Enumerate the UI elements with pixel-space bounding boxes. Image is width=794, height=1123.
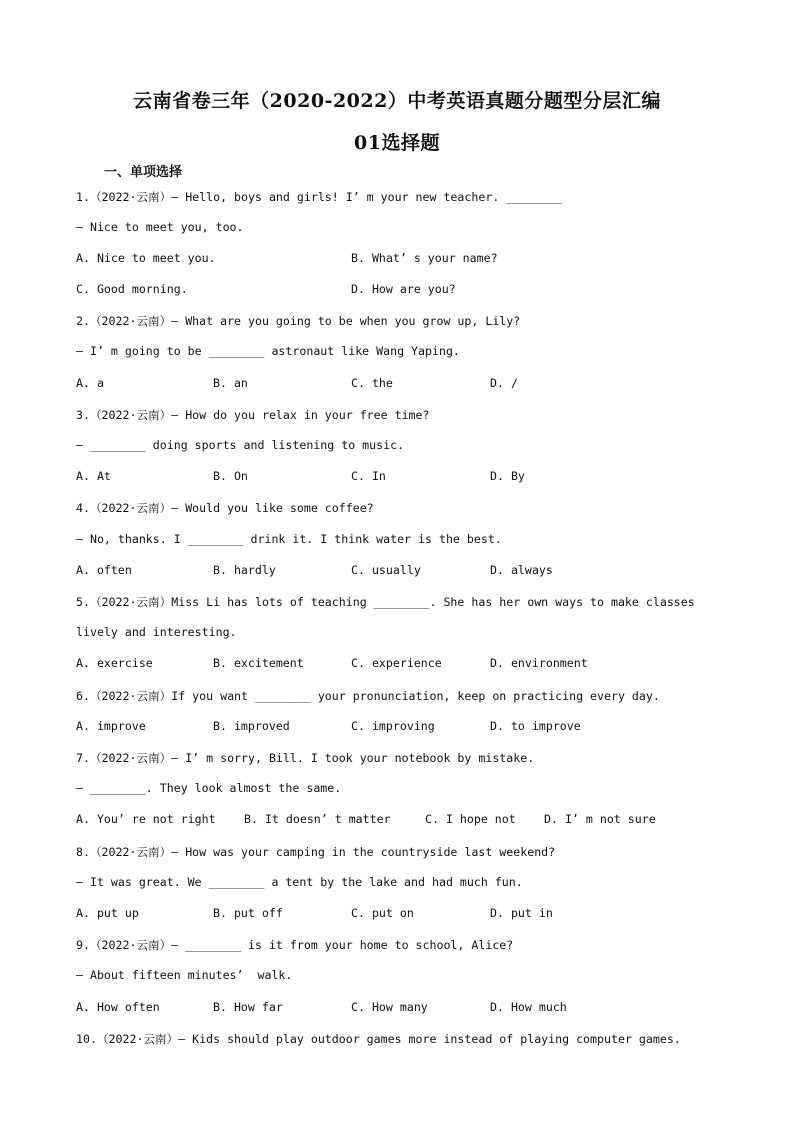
question-5-option-c: C. experience — [351, 656, 442, 670]
question-3-option-b: B. On — [213, 469, 248, 483]
question-8-stem-line-1: 8.（2022·云南）— How was your camping in the countryside last weekend? — [76, 845, 556, 859]
question-2-stem-line-2: — I’ m going to be ________ astronaut like Wang Yaping. — [76, 344, 460, 358]
question-9-option-d: D. How much — [490, 1000, 567, 1014]
question-6-option-d: D. to improve — [490, 719, 581, 733]
question-9-stem-line-2: — About fifteen minutes’ walk. — [76, 968, 293, 982]
question-9-option-b: B. How far — [213, 1000, 283, 1014]
question-8-option-b: B. put off — [213, 906, 283, 920]
question-3-option-c: C. In — [351, 469, 386, 483]
question-8-stem-line-2: — It was great. We ________ a tent by the lake and had much fun. — [76, 875, 523, 889]
question-7-option-a: A. You’ re not right — [76, 812, 216, 826]
question-5-stem-line-2: lively and interesting. — [76, 625, 237, 639]
question-3-option-a: A. At — [76, 469, 111, 483]
question-6-option-a: A. improve — [76, 719, 146, 733]
question-7-option-d: D. I’ m not sure — [544, 812, 656, 826]
question-4-option-c: C. usually — [351, 563, 421, 577]
question-3-stem-line-2: — ________ doing sports and listening to music. — [76, 438, 405, 452]
question-4-stem-line-1: 4.（2022·云南）— Would you like some coffee? — [76, 501, 374, 515]
question-9-stem-line-1: 9.（2022·云南）— ________ is it from your home to school, Alice? — [76, 938, 514, 952]
question-2-stem-line-1: 2.（2022·云南）— What are you going to be when you grow up, Lily? — [76, 314, 521, 328]
question-1-option-d: D. How are you? — [351, 282, 456, 296]
question-4-option-b: B. hardly — [213, 563, 276, 577]
question-5-option-a: A. exercise — [76, 656, 153, 670]
question-1-option-a: A. Nice to meet you. — [76, 251, 216, 265]
question-1-option-c: C. Good morning. — [76, 282, 188, 296]
question-2-option-c: C. the — [351, 376, 393, 390]
question-3-stem-line-1: 3.（2022·云南）— How do you relax in your free time? — [76, 408, 430, 422]
question-3-option-d: D. By — [490, 469, 525, 483]
question-7-option-c: C. I hope not — [425, 812, 516, 826]
question-2-option-a: A. a — [76, 376, 104, 390]
question-2-option-d: D. / — [490, 376, 518, 390]
question-7-stem-line-1: 7.（2022·云南）— I’ m sorry, Bill. I took your notebook by mistake. — [76, 751, 535, 765]
question-6-option-c: C. improving — [351, 719, 435, 733]
document-title: 云南省卷三年（2020-2022）中考英语真题分题型分层汇编 — [133, 90, 661, 112]
question-4-option-a: A. often — [76, 563, 132, 577]
section-heading: 一、单项选择 — [104, 165, 183, 180]
question-6-option-b: B. improved — [213, 719, 290, 733]
question-1-stem-line-1: 1.（2022·云南）— Hello, boys and girls! I’ m your new teacher. ________ — [76, 190, 563, 204]
question-7-stem-line-2: — ________. They look almost the same. — [76, 781, 342, 795]
question-8-option-d: D. put in — [490, 906, 553, 920]
question-1-option-b: B. What’ s your name? — [351, 251, 498, 265]
question-10-stem-line-1: 10.（2022·云南）— Kids should play outdoor games more instead of playing computer games. — [76, 1032, 681, 1046]
question-8-option-c: C. put on — [351, 906, 414, 920]
question-5-option-d: D. environment — [490, 656, 588, 670]
question-6-stem-line-1: 6.（2022·云南）If you want ________ your pronunciation, keep on practicing every day. — [76, 689, 660, 703]
document-subtitle: 01选择题 — [354, 132, 440, 154]
question-4-option-d: D. always — [490, 563, 553, 577]
question-4-stem-line-2: — No, thanks. I ________ drink it. I think water is the best. — [76, 532, 502, 546]
question-7-option-b: B. It doesn’ t matter — [244, 812, 391, 826]
question-9-option-a: A. How often — [76, 1000, 160, 1014]
question-8-option-a: A. put up — [76, 906, 139, 920]
question-9-option-c: C. How many — [351, 1000, 428, 1014]
question-5-option-b: B. excitement — [213, 656, 304, 670]
question-5-stem-line-1: 5.（2022·云南）Miss Li has lots of teaching ________. She has her own ways to make classes — [76, 595, 695, 609]
question-1-stem-line-2: — Nice to meet you, too. — [76, 220, 244, 234]
question-2-option-b: B. an — [213, 376, 248, 390]
